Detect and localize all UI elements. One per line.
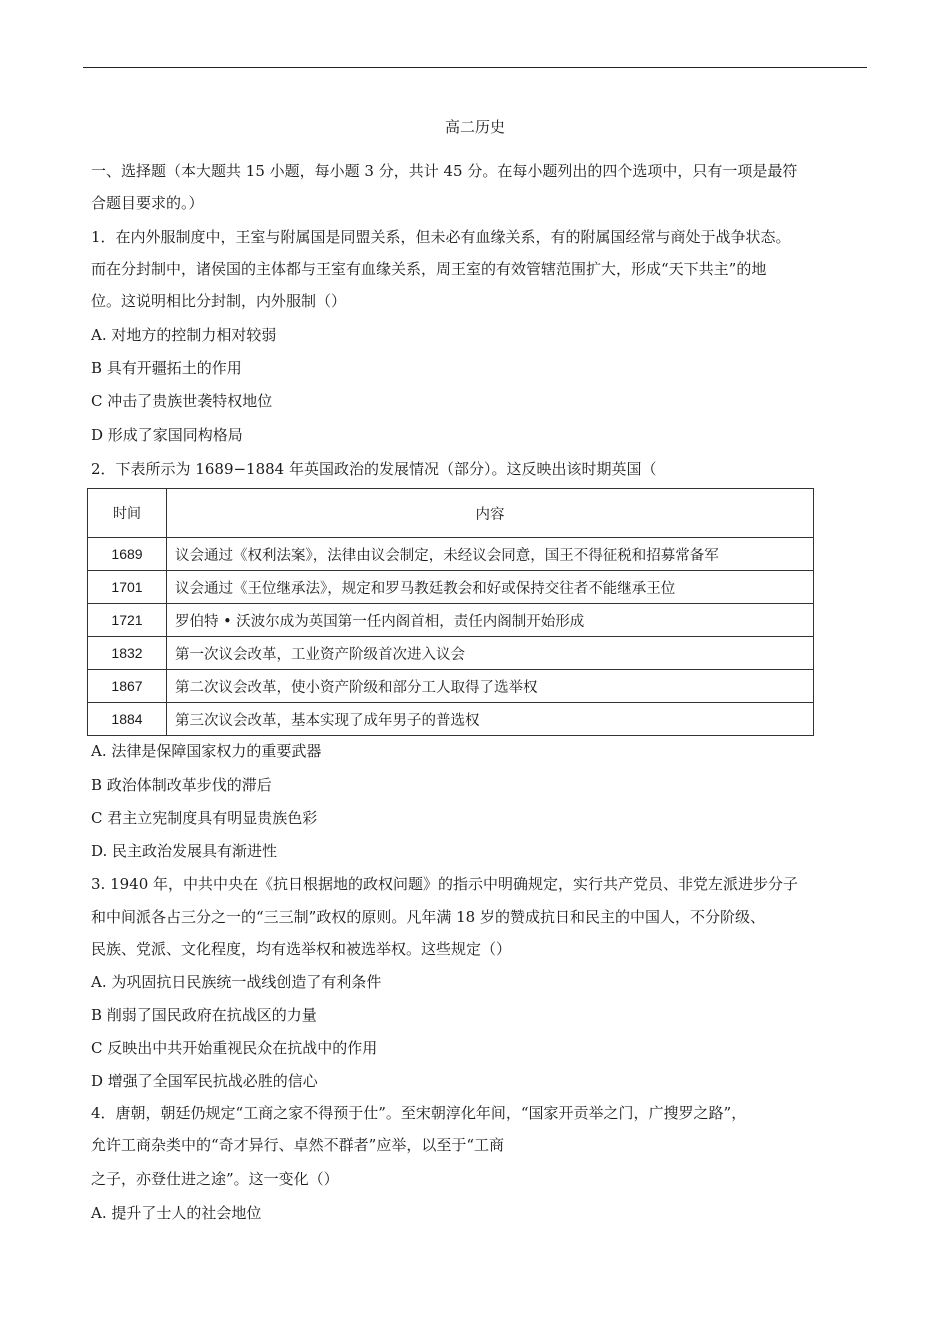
q3-option-a: A. 为巩固抗日民族统一战线创造了有利条件 [91,973,382,991]
q2-option-c: C 君主立宪制度具有明显贵族色彩 [91,809,318,827]
q4-stem: 之子，亦登仕进之途”。这一变化（） [91,1170,339,1188]
table-cell-content: 议会通过《权利法案》，法律由议会制定，未经议会同意，国王不得征税和招募常备军 [167,538,814,571]
header-rule [83,67,867,68]
table-row [88,538,814,571]
q3-option-c: C 反映出中共开始重视民众在抗战中的作用 [91,1039,378,1057]
q1-option-b: B 具有开疆拓土的作用 [91,359,242,377]
q2-option-d: D. 民主政治发展具有渐进性 [91,842,278,860]
q3-option-d: D 增强了全国军民抗战必胜的信心 [91,1072,318,1090]
q4-stem: 允许工商杂类中的“奇才异行、卓然不群者”应举，以至于“工商 [91,1136,505,1154]
table-cell-content: 第一次议会改革，工业资产阶级首次进入议会 [167,637,814,670]
q2-option-b: B 政治体制改革步伐的滞后 [91,776,272,794]
q3-stem: 3. 1940 年，中共中央在《抗日根据地的政权问题》的指示中明确规定，实行共产党员、非党左派进步分子 [91,875,799,893]
table-row [88,637,814,670]
table-row [88,703,814,736]
table-cell-year: 1721 [88,604,167,637]
table-row [88,604,814,637]
q1-option-d: D 形成了家国同构格局 [91,426,243,444]
q3-stem: 民族、党派、文化程度，均有选举权和被选举权。这些规定（） [91,940,512,958]
table-cell-content: 第二次议会改革，使小资产阶级和部分工人取得了选举权 [167,670,814,703]
q3-option-b: B 削弱了国民政府在抗战区的力量 [91,1006,317,1024]
table-row [88,571,814,604]
table-cell-year: 1832 [88,637,167,670]
table-cell-content: 第三次议会改革，基本实现了成年男子的普选权 [167,703,814,736]
table-header-time: 时间 [88,489,167,538]
q1-stem: 而在分封制中，诸侯国的主体都与王室有血缘关系，周王室的有效管辖范围扩大，形成“天下共主”的地 [91,260,767,278]
q4-option-a: A. 提升了士人的社会地位 [91,1204,262,1222]
q1-stem: 1．在内外服制度中，王室与附属国是同盟关系，但未必有血缘关系，有的附属国经常与商处于战争状态。 [91,228,791,246]
table-cell-content: 议会通过《王位继承法》，规定和罗马教廷教会和好或保持交往者不能继承王位 [167,571,814,604]
q4-stem: 4．唐朝，朝廷仍规定“工商之家不得预于仕”。至宋朝淳化年间，“国家开贡举之门，广搜罗之路”， [91,1104,747,1122]
table-cell-content: 罗伯特 • 沃波尔成为英国第一任内阁首相，责任内阁制开始形成 [167,604,814,637]
table-cell-year: 1867 [88,670,167,703]
table-cell-year: 1689 [88,538,167,571]
table-cell-year: 1884 [88,703,167,736]
q1-stem: 位。这说明相比分封制，内外服制（） [91,292,347,310]
q2-stem: 2．下表所示为 1689−1884 年英国政治的发展情况（部分）。这反映出该时期英国（ [91,460,657,478]
table-header-content: 内容 [167,489,814,538]
section-instructions: 一、选择题（本大题共 15 小题，每小题 3 分，共计 45 分。在每小题列出的四个选项中，只有一项是最符 [91,162,798,180]
q3-stem: 和中间派各占三分之一的“三三制”政权的原则。凡年满 18 岁的赞成抗日和民主的中国人，不分阶级、 [91,908,765,926]
table-cell-year: 1701 [88,571,167,604]
q1-option-c: C 冲击了贵族世袭特权地位 [91,392,273,410]
table-header-row [88,489,814,538]
q2-option-a: A. 法律是保障国家权力的重要武器 [91,742,322,760]
page-title: 高二历史 [444,118,505,136]
q1-option-a: A. 对地方的控制力相对较弱 [91,326,277,344]
q2-table [87,488,814,736]
section-instructions-cont: 合题目要求的。） [91,194,204,212]
table-row [88,670,814,703]
